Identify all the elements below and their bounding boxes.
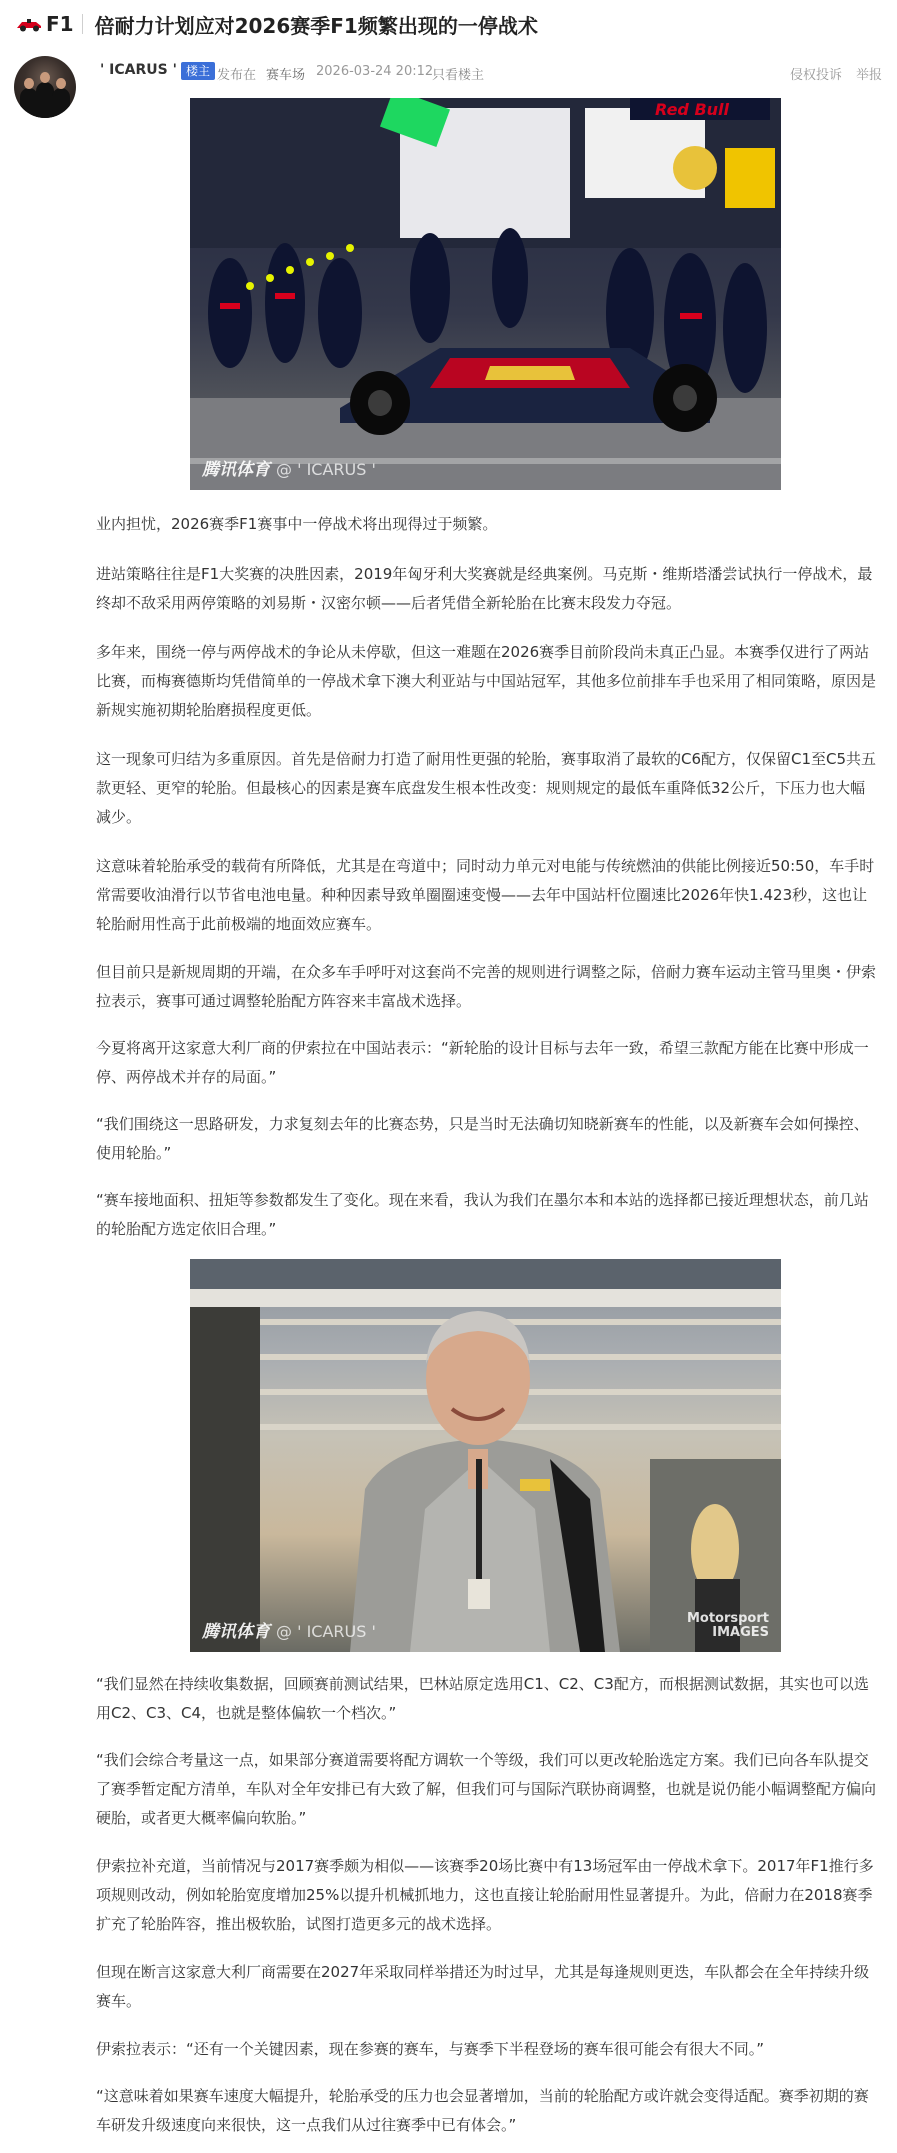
paragraph: 但现在断言这家意大利厂商需要在2027年采取同样举措还为时过早，尤其是每逢规则更迭，车队都会在全年持续升级赛车。 [96, 1963, 870, 2010]
copyright-complaint-link[interactable]: 侵权投诉 [790, 68, 843, 83]
report-link[interactable]: 举报 [856, 68, 883, 83]
only-op-link[interactable]: 只看楼主 [432, 68, 485, 83]
redbull-sign: Red Bull [655, 100, 729, 119]
avatar-figure [52, 88, 70, 118]
pit-stop-photo[interactable] [190, 98, 781, 490]
section-link[interactable]: 赛车场 [266, 68, 306, 83]
watermark-brand: 腾讯体育 [202, 1622, 270, 1642]
paragraph: “这意味着如果赛车速度大幅提升，轮胎承受的压力也会显著增加，当前的轮胎配方或许就会变得适配。赛季初期的赛车研发升级速度向来很快，这一点我们从过往赛季中已有体会。” [96, 2087, 869, 2134]
thread-header [0, 0, 897, 48]
manager-illustration [190, 1259, 781, 1652]
paragraph: 业内担忧，2026赛季F1赛事中一停战术将出现得过于频繁。 [96, 515, 498, 533]
post-timestamp: 2026-03-24 20:12 [316, 64, 434, 79]
motorsport-images-logo: Motorsport IMAGES [686, 1611, 769, 1640]
paragraph: 伊索拉补充道，当前情况与2017赛季颇为相似——该赛季20场比赛中有13场冠军由一停战术拿下。2017年F1推行多项规则改动，例如轮胎宽度增加25%以提升机械抓地力，这也直接让轮胎耐用性显著提升。为此，倍耐力在2018赛季扩充了轮胎阵容，推出极软胎，试图打造更多元的战术选择。 [96, 1857, 874, 1933]
paragraph: 这意味着轮胎承受的载荷有所降低，尤其是在弯道中；同时动力单元对电能与传统燃油的供能比例接近50:50，车手时常需要收油滑行以节省电池电量。种种因素导致单圈圈速变慢——去年中国站杆位圈速比2026年快1.423秒，这也让轮胎耐用性高于此前极端的地面效应赛车。 [96, 857, 875, 933]
thread-title: 倍耐力计划应对2026赛季F1频繁出现的一停战术 [94, 13, 538, 38]
pirelli-manager-photo[interactable] [190, 1259, 781, 1652]
paragraph: 这一现象可归结为多重原因。首先是倍耐力打造了耐用性更强的轮胎，赛事取消了最软的C6配方，仅保留C1至C5共五款更轻、更窄的轮胎。但最核心的因素是赛车底盘发生根本性改变：规则规定的最低车重降低32公斤，下压力也大幅减少。 [96, 750, 877, 826]
paragraph: “我们会综合考量这一点，如果部分赛道需要将配方调软一个等级，我们可以更改轮胎选定方案。我们已向各车队提交了赛季暂定配方清单，车队对全年安排已有大致了解，但我们可与国际汽联协商调整，也就是说仍能小幅调整配方偏向硬胎，或者更大概率偏向软胎。” [96, 1751, 877, 1827]
avatar-face [24, 78, 34, 89]
paragraph: 多年来，围绕一停与两停战术的争论从未停歇，但这一难题在2026赛季目前阶段尚未真正凸显。本赛季仅进行了两站比赛，而梅赛德斯均凭借简单的一停战术拿下澳大利亚站与中国站冠军，其他多位前排车手也采用了相同策略，原因是新规实施初期轮胎磨损程度更低。 [96, 643, 877, 719]
paragraph: “我们显然在持续收集数据，回顾赛前测试结果，巴林站原定选用C1、C2、C3配方，而根据测试数据，其实也可以选用C2、C3、C4，也就是整体偏软一个档次。” [96, 1675, 869, 1722]
f1-board-icon[interactable] [16, 16, 42, 32]
paragraph: “我们围绕这一思路研发，力求复刻去年的比赛态势，只是当时无法确切知晓新赛车的性能，以及新赛车会如何操控、使用轮胎。” [96, 1115, 869, 1162]
watermark-brand: 腾讯体育 [202, 460, 270, 480]
avatar-face [56, 78, 66, 89]
paragraph: 伊索拉表示：“还有一个关键因素，现在参赛的赛车，与赛季下半程登场的赛车很可能会有很大不同。” [96, 2040, 765, 2058]
username-link[interactable]: ' ICARUS ' [100, 62, 177, 78]
watermark-handle: @ ' ICARUS ' [276, 460, 376, 479]
avatar-face [40, 72, 50, 83]
title-divider [82, 14, 83, 34]
watermark-handle: @ ' ICARUS ' [276, 1622, 376, 1641]
photo-watermark [202, 455, 376, 480]
paragraph: 今夏将离开这家意大利厂商的伊索拉在中国站表示：“新轮胎的设计目标与去年一致，希望三款配方能在比赛中形成一停、两停战术并存的局面。” [96, 1039, 869, 1086]
paragraph: “赛车接地面积、扭矩等参数都发生了变化。现在来看，我认为我们在墨尔本和本站的选择都已接近理想状态，前几站的轮胎配方选定依旧合理。” [96, 1191, 869, 1238]
avatar[interactable] [14, 56, 76, 118]
photo-watermark [202, 1617, 376, 1642]
paragraph: 但目前只是新规周期的开端，在众多车手呼吁对这套尚不完善的规则进行调整之际，倍耐力赛车运动主管马里奥・伊索拉表示，赛事可通过调整轮胎配方阵容来丰富战术选择。 [96, 963, 877, 1010]
op-badge: 楼主 [181, 62, 215, 80]
paragraph: 进站策略往往是F1大奖赛的决胜因素，2019年匈牙利大奖赛就是经典案例。马克斯・维斯塔潘尝试执行一停战术，最终却不敌采用两停策略的刘易斯・汉密尔顿——后者凭借全新轮胎在比赛末段发力夺冠。 [96, 565, 873, 612]
pit-stop-illustration [190, 98, 781, 490]
board-name[interactable]: F1 [46, 12, 74, 36]
posted-in-label: 发布在 [217, 68, 257, 83]
